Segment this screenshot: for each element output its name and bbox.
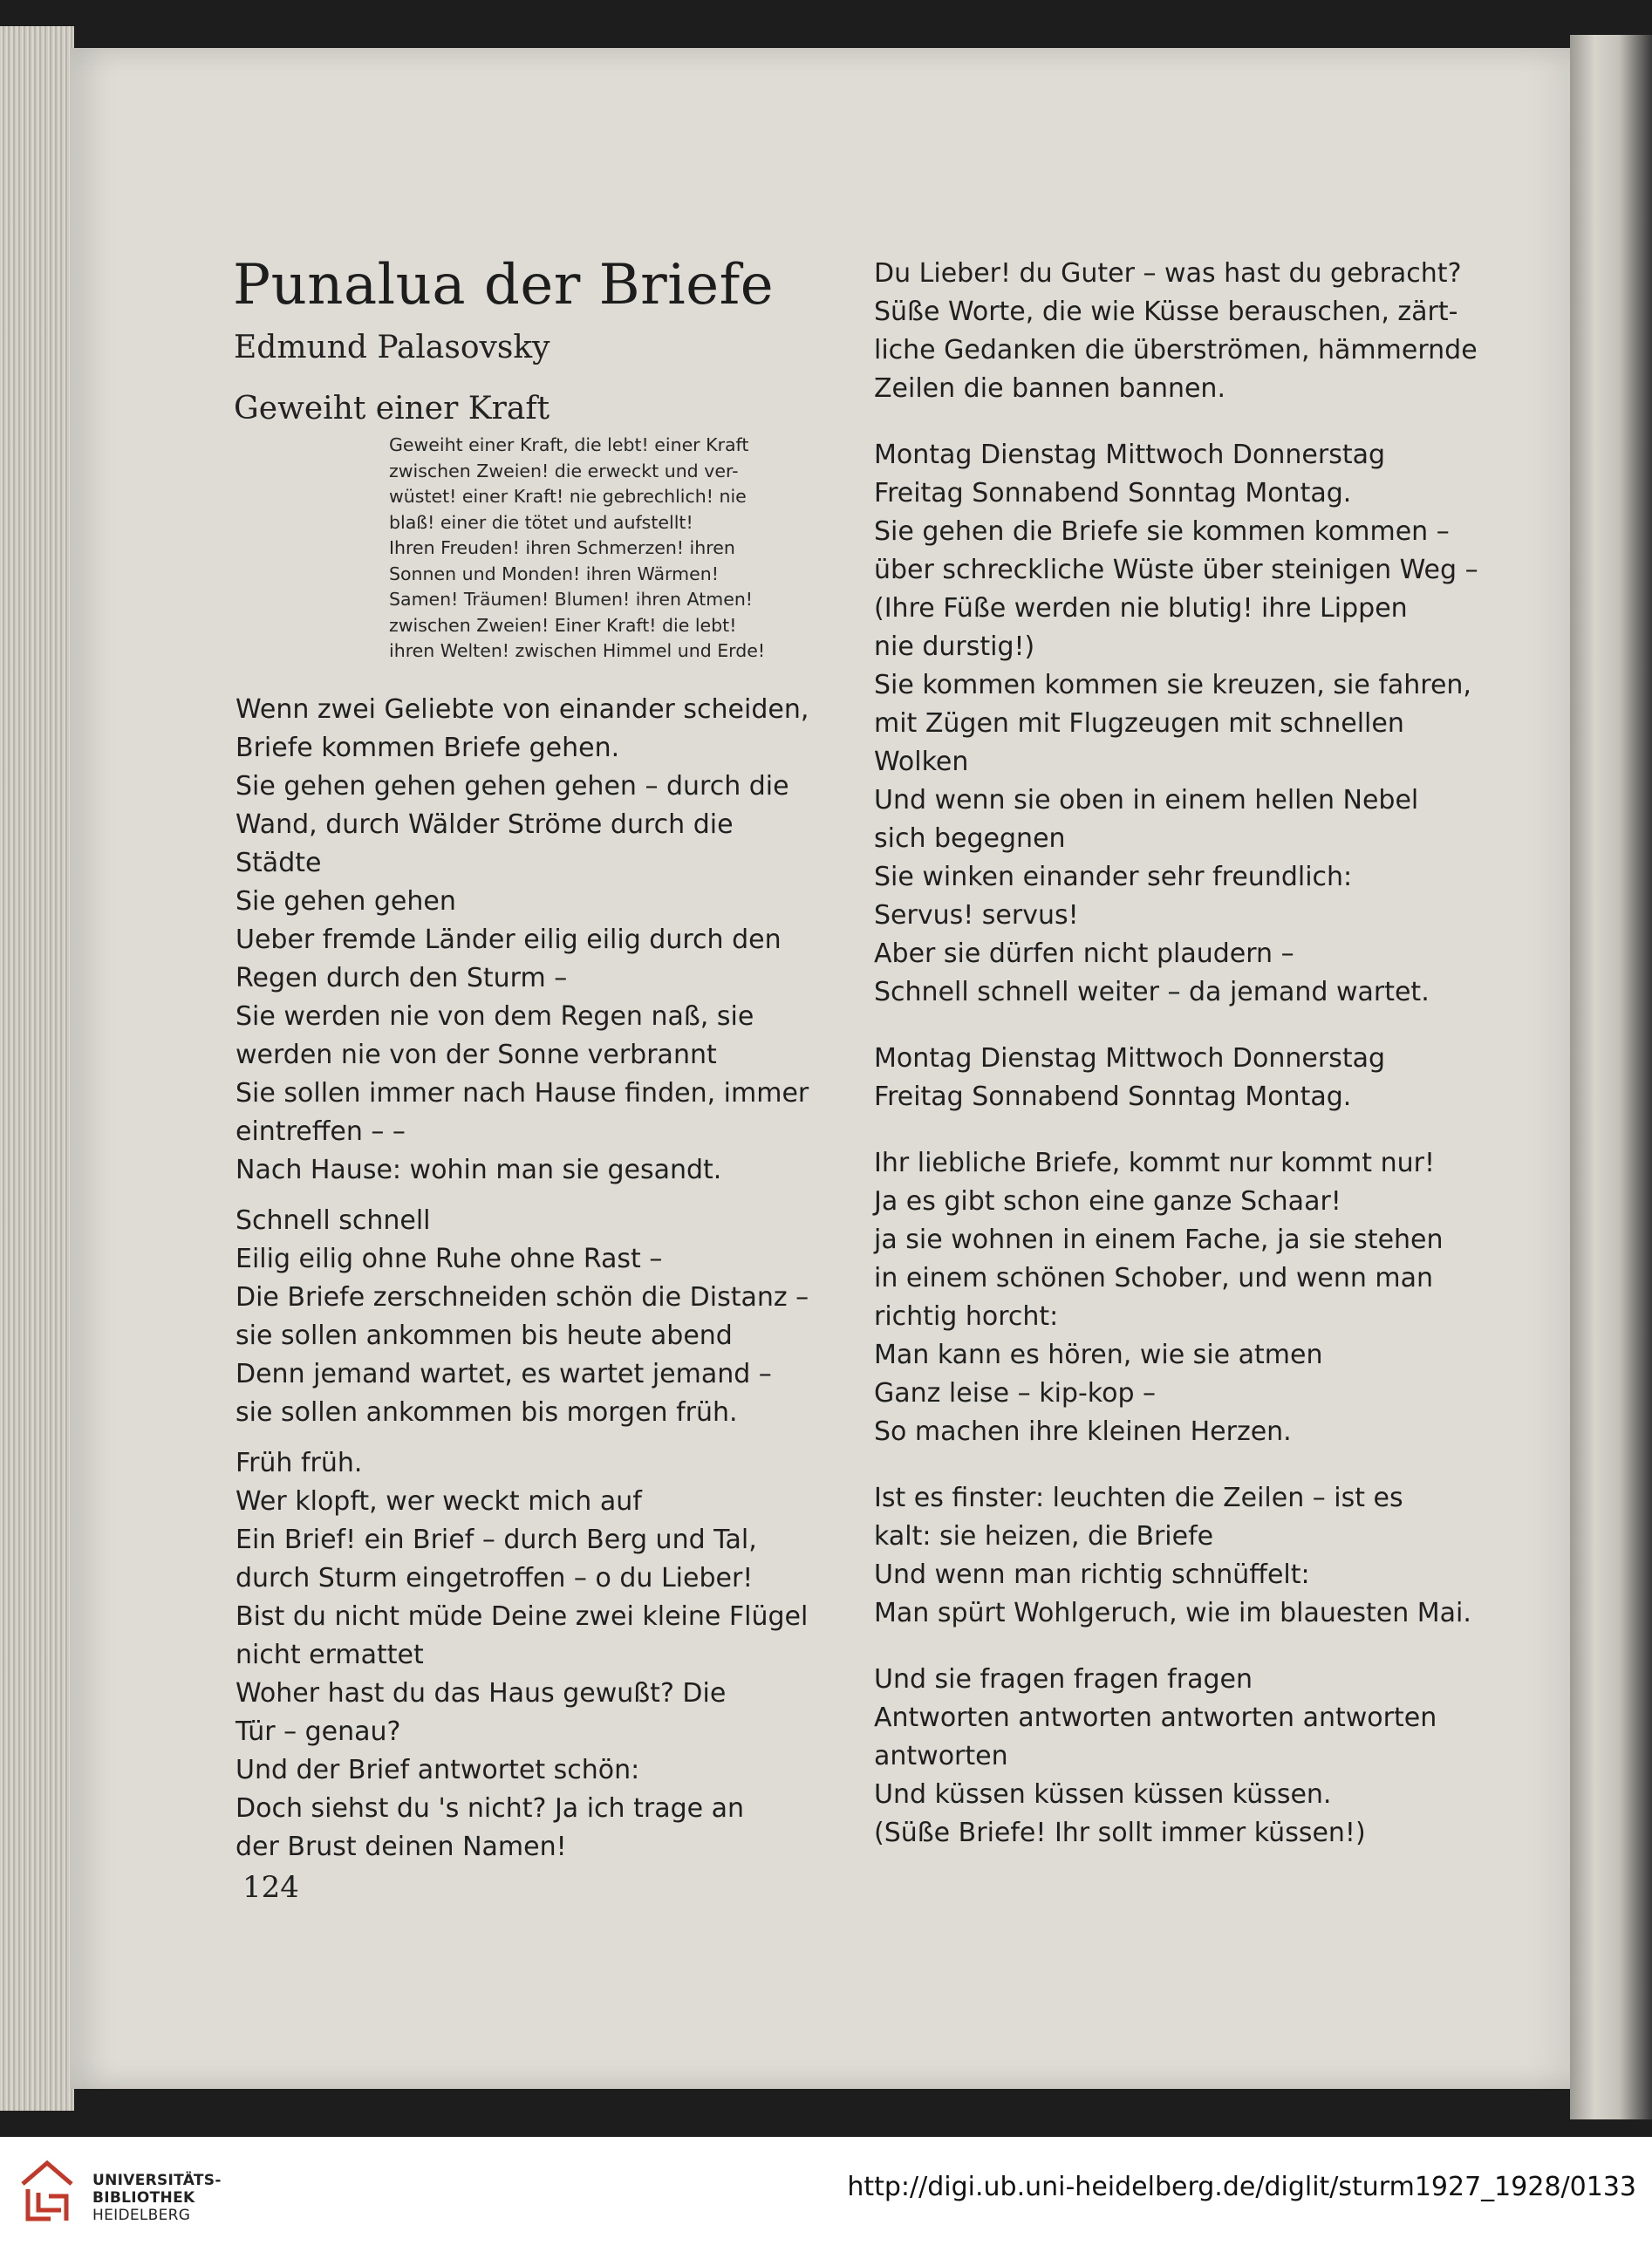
poem-line: Woher hast du das Haus gewußt? Die [236,1678,727,1709]
poem-line: Doch siehst du 's nicht? Ja ich trage an [236,1793,745,1824]
left-page-edges [0,26,74,2111]
poem-line: Ihr liebliche Briefe, kommt nur kommt nur! [874,1148,1435,1178]
poem-line: über schreckliche Wüste über steinigen Weg – [874,555,1478,585]
page-number: 124 [242,1870,299,1905]
stanza-gap [874,408,1485,436]
poem-line: in einem schönen Schober, und wenn man [874,1263,1434,1293]
dedication-line: Geweiht einer Kraft, die lebt! einer Kraft [389,434,749,455]
poem-line: Man spürt Wohlgeruch, wie im blauesten Mai. [874,1598,1471,1628]
source-url-link[interactable]: http://digi.ub.uni-heidelberg.de/diglit/sturm1927_1928/0133 [847,2172,1636,2202]
stanza-gap [874,1116,1485,1144]
poem-line: Sie winken einander sehr freundlich: [874,862,1353,892]
poem-line: Sie gehen gehen gehen gehen – durch die [236,771,789,802]
poem-line: richtig horcht: [874,1301,1059,1332]
poem-line: antworten [874,1741,1008,1771]
poem-line: Ist es finster: leuchten die Zeilen – ist es [874,1483,1403,1513]
poem-line: Nach Hause: wohin man sie gesandt. [236,1155,722,1185]
poem-line: sich begegnen [874,823,1066,854]
poem-line: werden nie von der Sonne verbrannt [236,1040,717,1070]
poem-line: Und der Brief antwortet schön: [236,1755,640,1785]
poem-line: mit Zügen mit Flugzeugen mit schnellen [874,708,1404,739]
dedication-line: Sonnen und Monden! ihren Wärmen! [389,563,719,584]
poem-line: Städte [236,848,322,878]
poem-line: Und küssen küssen küssen küssen. [874,1779,1332,1810]
poem-line: Wenn zwei Geliebte von einander scheiden, [236,694,809,725]
article-subtitle: Geweiht einer Kraft [234,391,550,427]
poem-line: So machen ihre kleinen Herzen. [874,1416,1292,1447]
poem-line: liche Gedanken die überströmen, hämmernde [874,335,1478,365]
stanza-gap [874,1633,1485,1661]
poem-line: Regen durch den Sturm – [236,963,568,993]
poem-line: Süße Worte, die wie Küsse berauschen, zärt- [874,297,1458,327]
poem-line: nicht ermattet [236,1640,424,1670]
dedication-line: Samen! Träumen! Blumen! ihren Atmen! [389,589,754,610]
left-column-text [236,691,846,1866]
poem-line: Freitag Sonnabend Sonntag Montag. [874,1082,1352,1112]
poem-line: Bist du nicht müde Deine zwei kleine Flügel [236,1601,809,1632]
poem-line: nie durstig!) [874,631,1035,662]
poem-line: Ja es gibt schon eine ganze Schaar! [874,1186,1341,1217]
poem-line: Ganz leise – kip-kop – [874,1378,1157,1409]
poem-line: Antworten antworten antworten antworten [874,1703,1437,1733]
poem-line: Man kann es hören, wie sie atmen [874,1340,1323,1370]
poem-line: Sie kommen kommen sie kreuzen, sie fahren, [874,670,1471,700]
dedication-line: blaß! einer die tötet und aufstellt! [389,511,693,533]
dedication-line: zwischen Zweien! Einer Kraft! die lebt! [389,614,737,636]
poem-line: Montag Dienstag Mittwoch Donnerstag [874,440,1386,470]
poem-line: Die Briefe zerschneiden schön die Distanz – [236,1282,809,1313]
poem-line: Servus! servus! [874,900,1079,931]
library-name-line3: HEIDELBERG [92,2207,191,2224]
poem-line: ja sie wohnen in einem Fache, ja sie stehen [874,1225,1444,1255]
article-author: Edmund Palasovsky [234,330,550,365]
library-name-line2: BIBLIOTHEK [92,2189,195,2207]
poem-line: Aber sie dürfen nicht plaudern – [874,938,1294,969]
poem-line: Sie sollen immer nach Hause finden, immer [236,1078,809,1109]
dedication-line: Ihren Freuden! ihren Schmerzen! ihren [389,537,735,558]
poem-line: Schnell schnell [236,1205,431,1236]
stanza-gap [236,1190,846,1202]
library-name-line1: UNIVERSITÄTS- [92,2172,222,2189]
poem-line: sie sollen ankommen bis heute abend [236,1320,733,1351]
stanza-gap [874,1451,1485,1479]
dedication-block [389,433,837,665]
poem-line: Montag Dienstag Mittwoch Donnerstag [874,1043,1386,1074]
poem-line: (Ihre Füße werden nie blutig! ihre Lippen [874,593,1408,624]
poem-line: Und sie fragen fragen fragen [874,1664,1253,1695]
poem-line: Zeilen die bannen bannen. [874,373,1225,404]
article-title: Punalua der Briefe [233,253,775,317]
poem-line: Sie gehen die Briefe sie kommen kommen – [874,516,1450,547]
poem-line: kalt: sie heizen, die Briefe [874,1521,1214,1552]
poem-line: der Brust deinen Namen! [236,1832,567,1862]
poem-line: Sie werden nie von dem Regen naß, sie [236,1001,754,1032]
poem-line: Sie gehen gehen [236,886,456,917]
dedication-line: ihren Welten! zwischen Himmel und Erde! [389,640,766,661]
poem-line: Ein Brief! ein Brief – durch Berg und Tal, [236,1525,757,1555]
poem-line: Du Lieber! du Guter – was hast du gebracht? [874,258,1462,289]
poem-line: Briefe kommen Briefe gehen. [236,733,620,763]
library-logo-icon [16,2158,79,2226]
viewer-footer [0,2137,1652,2252]
poem-line: durch Sturm eingetroffen – o du Lieber! [236,1563,754,1593]
poem-line: Schnell schnell weiter – da jemand wartet. [874,977,1430,1007]
poem-line: sie sollen ankommen bis morgen früh. [236,1397,738,1428]
poem-line: Und wenn sie oben in einem hellen Nebel [874,785,1419,815]
right-column-text [874,255,1485,1853]
poem-line: Freitag Sonnabend Sonntag Montag. [874,478,1352,508]
poem-line: Wand, durch Wälder Ströme durch die [236,809,734,840]
poem-line: Früh früh. [236,1448,363,1478]
poem-line: (Süße Briefe! Ihr sollt immer küssen!) [874,1818,1366,1848]
stanza-gap [236,1432,846,1444]
poem-line: Eilig eilig ohne Ruhe ohne Rast – [236,1244,663,1274]
right-page-edges [1570,35,1652,2119]
dedication-line: wüstet! einer Kraft! nie gebrechlich! nie [389,486,747,507]
stanza-gap [874,1012,1485,1040]
poem-line: Tür – genau? [236,1716,401,1747]
poem-line: Wer klopft, wer weckt mich auf [236,1486,642,1517]
poem-line: Wolken [874,747,969,777]
dedication-line: zwischen Zweien! die erweckt und ver- [389,460,739,481]
poem-line: Und wenn man richtig schnüffelt: [874,1559,1310,1590]
poem-line: Ueber fremde Länder eilig eilig durch den [236,925,782,955]
poem-line: Denn jemand wartet, es wartet jemand – [236,1359,772,1389]
poem-line: eintreffen – – [236,1116,406,1147]
